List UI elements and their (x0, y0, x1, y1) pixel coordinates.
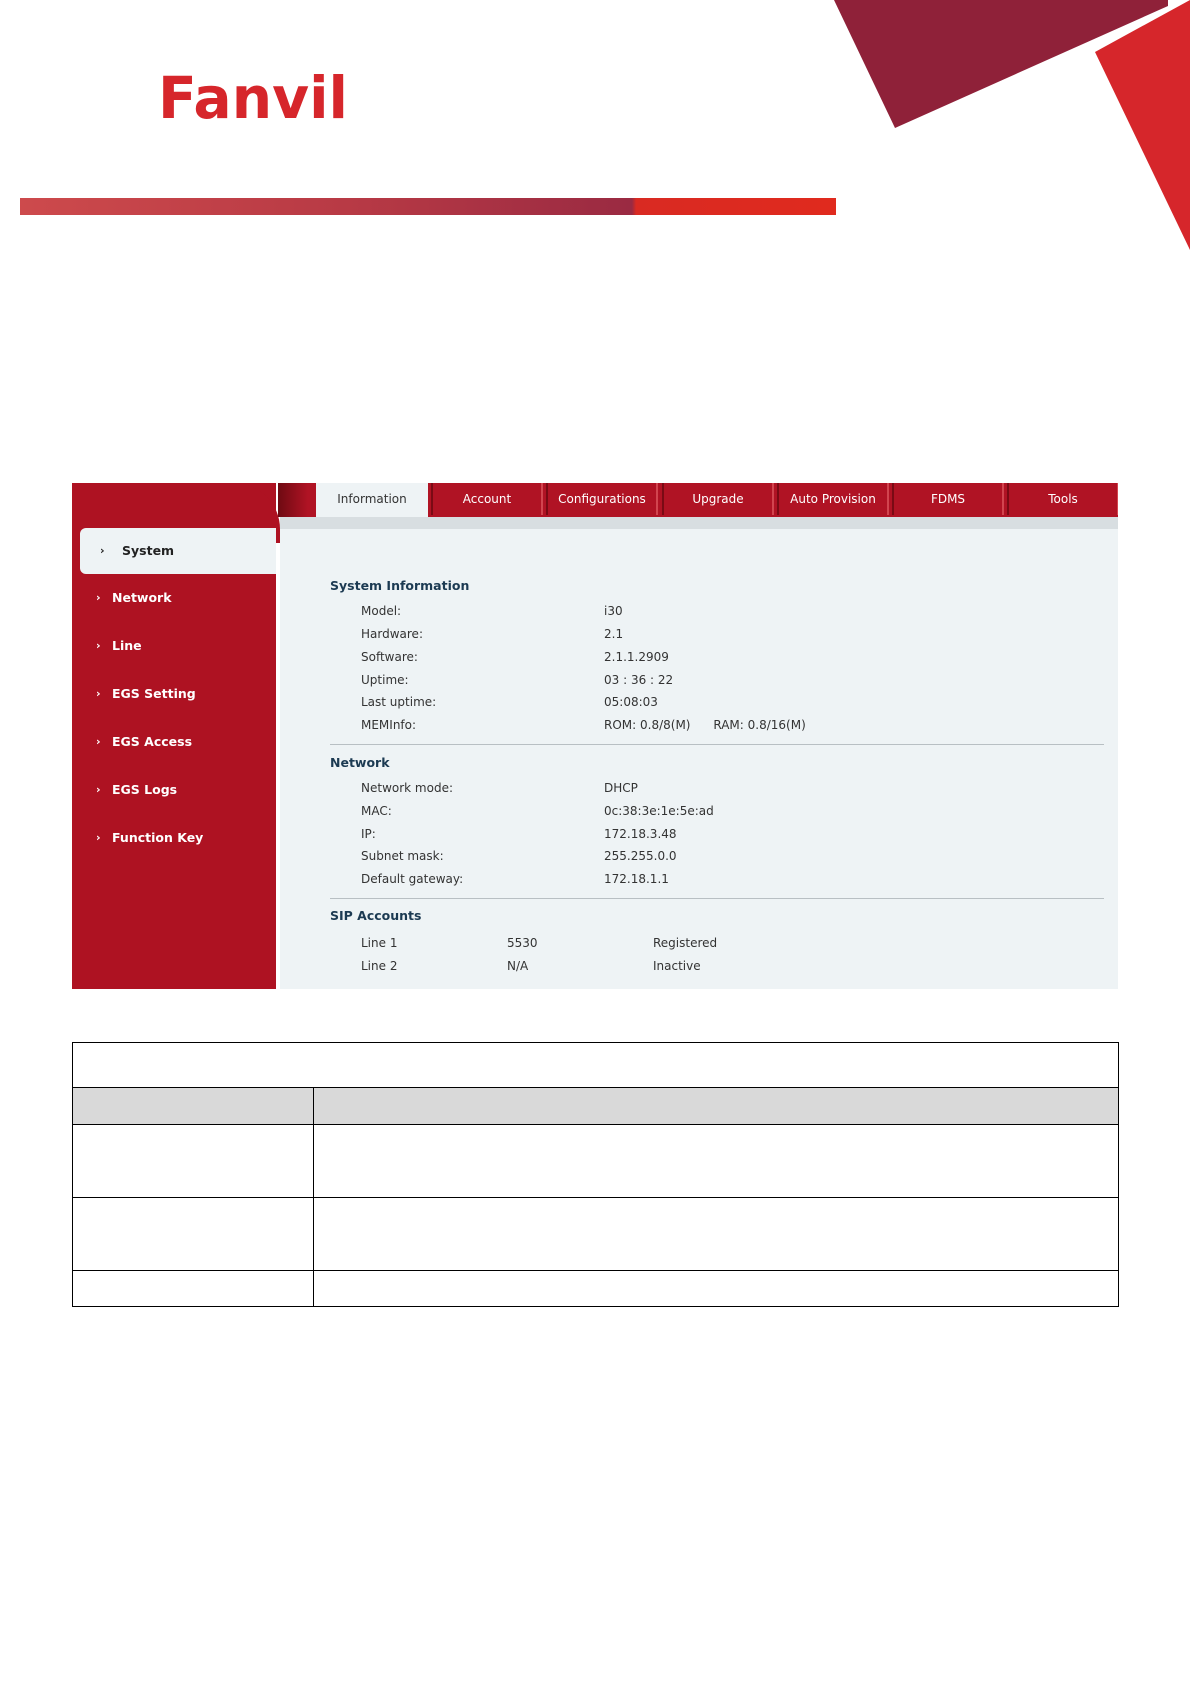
info-label: Uptime: (361, 673, 409, 687)
section-divider (330, 898, 1104, 899)
info-value: 2.1 (604, 627, 624, 641)
svg-text:Fanvil: Fanvil (158, 68, 348, 124)
info-value: 05:08:03 (604, 695, 658, 709)
info-value: ROM: 0.8/8(M) RAM: 0.8/16(M) (604, 718, 806, 732)
chevron-right-icon: › (96, 831, 101, 844)
sip-line-number: N/A (507, 959, 529, 973)
info-label: Software: (361, 650, 418, 664)
info-value: 255.255.0.0 (604, 849, 677, 863)
info-value: 2.1.1.2909 (604, 650, 669, 664)
header-gradient-bar (20, 198, 836, 215)
sidebar-item-system[interactable] (80, 528, 276, 574)
sidebar-item-egs-setting[interactable] (72, 672, 276, 716)
web-ui-screenshot (72, 483, 1118, 989)
info-value: i30 (604, 604, 623, 618)
sidebar-item-label: EGS Logs (112, 782, 178, 797)
table-caption-row (73, 1043, 1119, 1088)
sidebar-item-network[interactable] (72, 576, 276, 620)
sidebar-item-egs-logs[interactable] (72, 768, 276, 812)
info-label: Network mode: (361, 781, 453, 795)
info-value: 172.18.3.48 (604, 827, 677, 841)
sidebar-item-label: Network (112, 590, 172, 605)
sidebar-item-label: EGS Access (112, 734, 193, 749)
sidebar-item-label: EGS Setting (112, 686, 196, 701)
sip-line-label: Line 2 (361, 959, 398, 973)
fanvil-logo (158, 68, 350, 124)
section-title-network: Network (330, 755, 390, 770)
info-label: IP: (361, 827, 376, 841)
tab-fdms[interactable]: FDMS (892, 483, 1004, 515)
content-top-band (280, 517, 1118, 529)
sidebar-item-label: Line (112, 638, 142, 653)
corner-decoration (0, 0, 1190, 260)
chevron-right-icon: › (96, 591, 101, 604)
sip-line-label: Line 1 (361, 936, 398, 950)
chevron-right-icon: › (96, 639, 101, 652)
chevron-right-icon: › (96, 783, 101, 796)
table-row (73, 1125, 1119, 1198)
sip-line-status: Inactive (653, 959, 701, 973)
info-label: Hardware: (361, 627, 423, 641)
sidebar-item-label: Function Key (112, 830, 204, 845)
section-title-sip-accounts: SIP Accounts (330, 908, 422, 923)
sidebar-item-line[interactable] (72, 624, 276, 668)
tab-tools[interactable]: Tools (1007, 483, 1118, 515)
sip-line-status: Registered (653, 936, 718, 950)
parameter-table (72, 1042, 1119, 1307)
chevron-right-icon: › (100, 544, 105, 557)
tab-upgrade[interactable]: Upgrade (662, 483, 774, 515)
sidebar-item-function-key[interactable] (72, 816, 276, 860)
info-label: MAC: (361, 804, 392, 818)
sidebar-item-label: System (122, 543, 175, 558)
info-label: Subnet mask: (361, 849, 444, 863)
sidebar-item-egs-access[interactable] (72, 720, 276, 764)
info-label: Default gateway: (361, 872, 464, 886)
info-value: 03 : 36 : 22 (604, 673, 674, 687)
chevron-right-icon: › (96, 687, 101, 700)
info-value: 0c:38:3e:1e:5e:ad (604, 804, 714, 818)
tab-information[interactable]: Information (316, 483, 428, 517)
chevron-right-icon: › (96, 735, 101, 748)
info-value: DHCP (604, 781, 638, 795)
tab-configurations[interactable]: Configurations (546, 483, 658, 515)
tab-account[interactable]: Account (431, 483, 543, 515)
tab-auto-provision[interactable]: Auto Provision (777, 483, 889, 515)
info-label: MEMInfo: (361, 718, 417, 732)
table-row (73, 1198, 1119, 1271)
section-title-system-information: System Information (330, 578, 470, 593)
section-divider (330, 744, 1104, 745)
table-row (73, 1271, 1119, 1307)
table-header-row (73, 1088, 1119, 1125)
sip-line-number: 5530 (507, 936, 538, 950)
info-label: Model: (361, 604, 402, 618)
info-label: Last uptime: (361, 695, 437, 709)
info-value: 172.18.1.1 (604, 872, 669, 886)
